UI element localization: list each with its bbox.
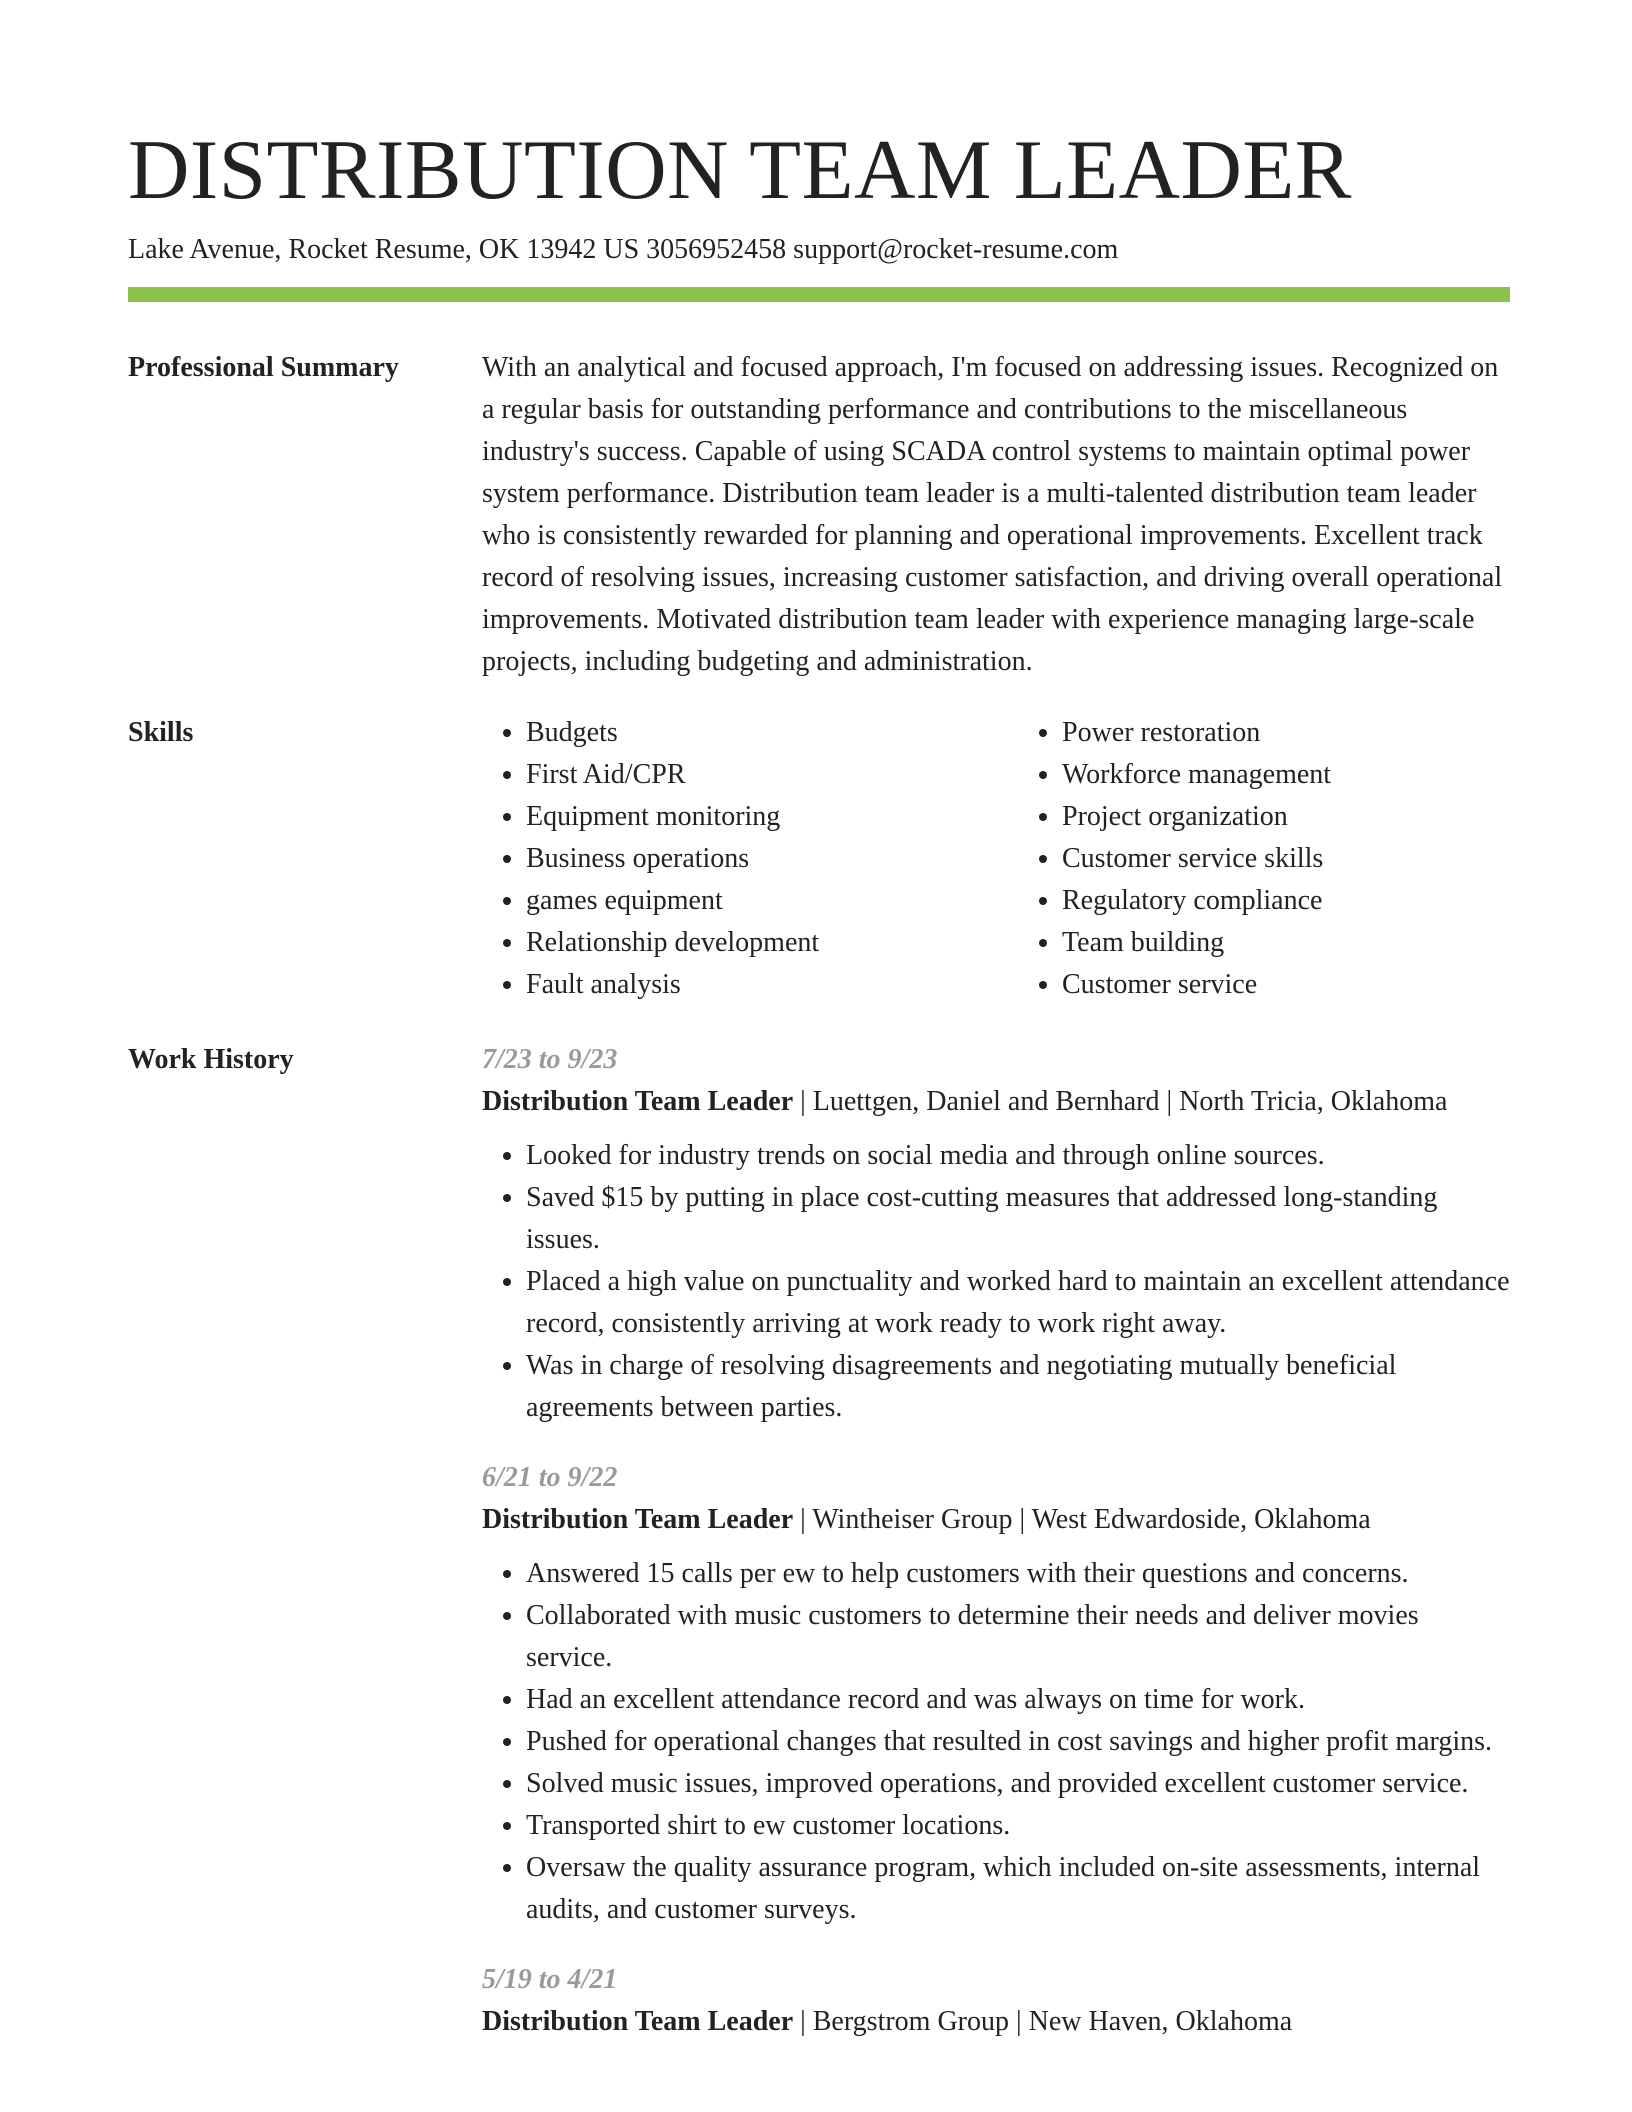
skill-item: • Business operations [526, 838, 974, 880]
job-entry [482, 1959, 1510, 2043]
job-details: | Wintheiser Group | West Edwardoside, Oklahoma [793, 1504, 1371, 1535]
summary-label: Professional Summary [128, 352, 399, 383]
job-dates: 6/21 to 9/22 [482, 1462, 618, 1493]
skill-item: • Regulatory compliance [1062, 880, 1510, 922]
job-bullet: • Solved music issues, improved operations, and provided excellent customer service. [526, 1763, 1510, 1805]
job-bullet: • Saved $15 by putting in place cost-cutting measures that addressed long-standing issues. [526, 1177, 1510, 1261]
contact-phone: 3056952458 [646, 234, 787, 265]
skills-left-column [482, 712, 974, 1006]
skill-item: • First Aid/CPR [526, 754, 974, 796]
job-entry [482, 1457, 1510, 1931]
job-dates: 7/23 to 9/23 [482, 1044, 618, 1075]
job-heading [482, 1499, 1510, 1541]
job-bullet: • Answered 15 calls per ew to help customers with their questions and concerns. [526, 1553, 1510, 1595]
job-dates: 5/19 to 4/21 [482, 1964, 618, 1995]
skill-item: • Power restoration [1062, 712, 1510, 754]
job-entry [482, 1039, 1510, 1429]
skill-item: • Customer service [1062, 964, 1510, 1006]
contact-line [128, 232, 1118, 268]
job-bullet: • Was in charge of resolving disagreements and negotiating mutually beneficial agreements between parties. [526, 1345, 1510, 1429]
job-details: | Luettgen, Daniel and Bernhard | North Tricia, Oklahoma [793, 1086, 1448, 1117]
job-bullet: • Oversaw the quality assurance program, which included on-site assessments, internal audits, and customer surveys. [526, 1847, 1510, 1931]
contact-email[interactable]: support@rocket-resume.com [793, 234, 1119, 265]
job-bullet: • Placed a high value on punctuality and worked hard to maintain an excellent attendance record, consistently arriving at work ready to work right away. [526, 1261, 1510, 1345]
skill-item: • Relationship development [526, 922, 974, 964]
skill-item: • Fault analysis [526, 964, 974, 1006]
job-title: Distribution Team Leader [482, 2006, 794, 2037]
skill-item: • Equipment monitoring [526, 796, 974, 838]
job-bullets [482, 1135, 1510, 1429]
job-bullets [482, 1553, 1510, 1931]
job-bullet: • Looked for industry trends on social media and through online sources. [526, 1135, 1510, 1177]
skills-right-column [1018, 712, 1510, 1006]
job-bullet: • Had an excellent attendance record and was always on time for work. [526, 1679, 1510, 1721]
job-title: Distribution Team Leader [482, 1504, 794, 1535]
skills-label: Skills [128, 717, 194, 748]
job-details: | Bergstrom Group | New Haven, Oklahoma [793, 2006, 1293, 2037]
contact-address: Lake Avenue, Rocket Resume, OK 13942 US [128, 234, 640, 265]
skill-item: • Team building [1062, 922, 1510, 964]
resume-name: DISTRIBUTION TEAM LEADER [128, 123, 1352, 217]
skill-item: • Workforce management [1062, 754, 1510, 796]
skill-item: • games equipment [526, 880, 974, 922]
job-bullet: • Transported shirt to ew customer locations. [526, 1805, 1510, 1847]
summary-text: With an analytical and focused approach, I'm focused on addressing issues. Recognized on a regular basis for outstanding performance and contributions to the miscellaneous industry's success. Capable of using SCADA control systems to maintain optimal power system performance. Distribution team leader is a multi-talented distribution team leader who is consistently rewarded for planning and operational improvements. Excellent track record of resolving issues, increasing customer satisfaction, and driving overall operational improvements. Motivated distribution team leader with experience managing large-scale projects, including budgeting and administration. [482, 352, 1503, 677]
accent-divider [128, 287, 1510, 302]
job-title: Distribution Team Leader [482, 1086, 794, 1117]
job-bullet: • Pushed for operational changes that resulted in cost savings and higher profit margins. [526, 1721, 1510, 1763]
skill-item: • Project organization [1062, 796, 1510, 838]
job-heading [482, 2001, 1510, 2043]
skill-item: • Customer service skills [1062, 838, 1510, 880]
job-heading [482, 1081, 1510, 1123]
work-history-label: Work History [128, 1044, 294, 1075]
job-bullet: • Collaborated with music customers to determine their needs and deliver movies service. [526, 1595, 1510, 1679]
skill-item: • Budgets [526, 712, 974, 754]
